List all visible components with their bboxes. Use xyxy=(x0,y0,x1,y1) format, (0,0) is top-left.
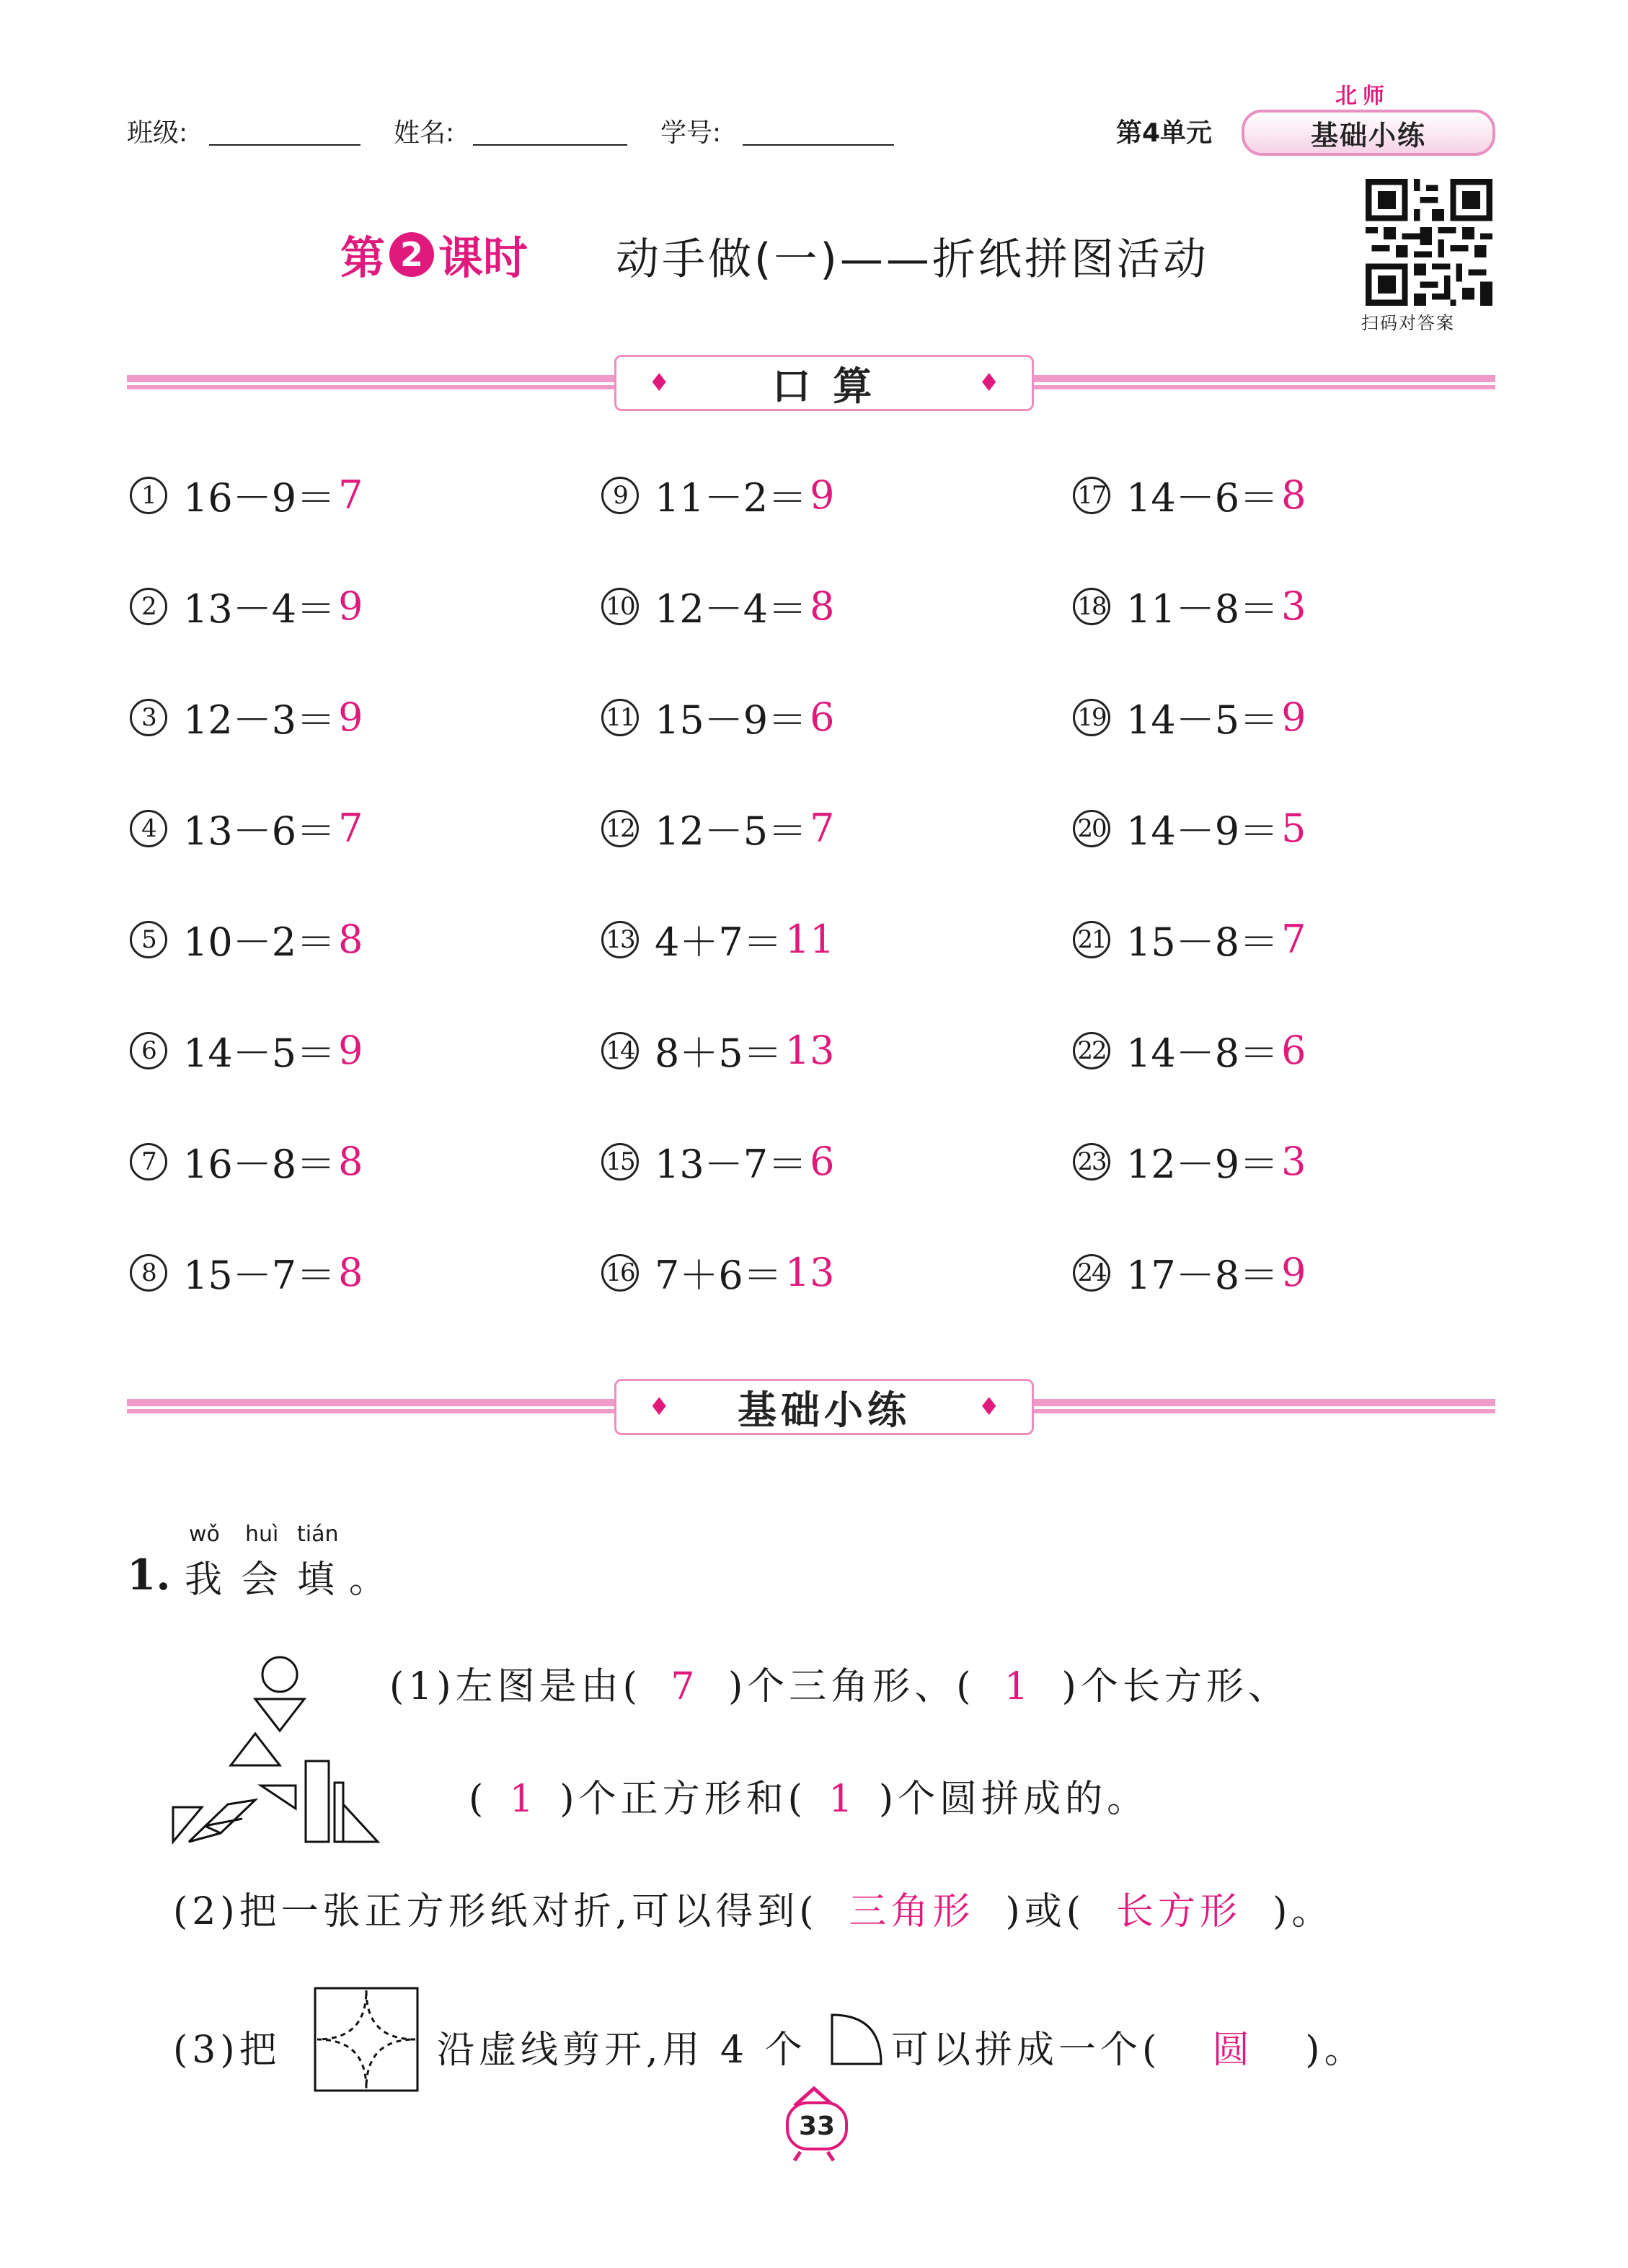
equation-expression: 10－2＝ xyxy=(183,919,336,965)
equation xyxy=(130,689,363,745)
lesson-suffix: 课时 xyxy=(438,231,528,284)
equation-expression: 16－8＝ xyxy=(183,1142,336,1187)
equation-expression: 16－9＝ xyxy=(183,475,336,521)
text: (1)左图是由( xyxy=(389,1665,642,1708)
equation-expression: 8＋5＝ xyxy=(655,1031,782,1076)
equation xyxy=(1073,1245,1306,1300)
equation xyxy=(601,1023,834,1078)
name-label: 姓名: xyxy=(394,118,455,148)
pinyin: tián xyxy=(297,1522,339,1547)
equation-answer: 11 xyxy=(784,917,835,962)
equation-index: 15 xyxy=(601,1143,639,1181)
text: )个正方形和( xyxy=(559,1778,807,1821)
brand-badge xyxy=(1242,110,1495,156)
equation xyxy=(601,1134,834,1189)
question-1-part1 xyxy=(389,1656,1290,1710)
brand-top-text: 北师 xyxy=(1335,84,1390,109)
question-title-char: 填 xyxy=(297,1558,340,1602)
equation-expression: 13－7＝ xyxy=(655,1142,808,1187)
diamond-right-icon: ♦ xyxy=(978,369,1000,397)
equation-index: 17 xyxy=(1073,477,1110,514)
qr-code-icon[interactable] xyxy=(1366,179,1492,306)
equation xyxy=(130,800,363,856)
equation-expression: 14－6＝ xyxy=(1126,475,1279,521)
equation-answer: 7 xyxy=(810,806,835,851)
answer-field[interactable]: 长方形 xyxy=(1116,1890,1242,1933)
equation-answer: 6 xyxy=(1281,1028,1306,1073)
text: )个三角形、( xyxy=(727,1665,976,1708)
section-title-mental: 口 算 xyxy=(771,363,877,409)
equation-answer: 7 xyxy=(1281,917,1306,962)
equation-answer: 7 xyxy=(338,806,363,851)
equation-answer: 9 xyxy=(338,1028,363,1073)
equation-expression: 11－8＝ xyxy=(1126,586,1279,632)
pinyin: huì xyxy=(245,1522,279,1547)
page-number: 33 xyxy=(786,2101,848,2150)
equation-index: 12 xyxy=(601,810,639,847)
equation-index: 22 xyxy=(1073,1032,1110,1069)
text: )个长方形、 xyxy=(1061,1665,1290,1708)
text: 沿虚线剪开,用 4 个 xyxy=(437,2029,807,2072)
equation-expression: 15－9＝ xyxy=(655,697,808,743)
equation-index: 9 xyxy=(601,477,639,514)
equation-expression: 15－8＝ xyxy=(1126,919,1279,965)
lesson-prefix: 第 xyxy=(340,231,386,284)
equation xyxy=(601,578,834,634)
equation-index: 11 xyxy=(601,699,639,736)
equation-answer: 8 xyxy=(338,1139,363,1184)
diamond-left-icon: ♦ xyxy=(648,369,671,397)
question-number: 1. xyxy=(127,1550,171,1599)
equation xyxy=(130,1023,363,1078)
equation xyxy=(601,689,834,745)
question-1-part3-b xyxy=(437,2019,807,2073)
question-1-part3-a: (3)把 xyxy=(173,2029,281,2072)
equation-expression: 14－5＝ xyxy=(183,1031,336,1076)
equation-index: 4 xyxy=(130,810,167,847)
class-blank xyxy=(209,144,360,146)
equation-index: 6 xyxy=(130,1032,167,1069)
equation-index: 24 xyxy=(1073,1254,1110,1292)
equation-index: 21 xyxy=(1073,921,1110,958)
equation-expression: 14－5＝ xyxy=(1126,697,1279,743)
equation-answer: 5 xyxy=(1281,806,1306,851)
brand-text: 基础小练 xyxy=(1310,119,1426,151)
equation-expression: 14－9＝ xyxy=(1126,808,1279,854)
equation-expression: 12－5＝ xyxy=(655,808,808,854)
equation-answer: 9 xyxy=(810,472,835,518)
section-title-basic: 基础小练 xyxy=(738,1387,911,1433)
equation-expression: 13－6＝ xyxy=(183,808,336,854)
equation-answer: 7 xyxy=(338,472,363,518)
lesson-badge xyxy=(340,222,528,286)
equation-index: 3 xyxy=(130,699,167,736)
shape-puzzle-figure xyxy=(167,1656,391,1859)
question-title-end: 。 xyxy=(349,1558,391,1602)
diamond-right-icon: ♦ xyxy=(978,1393,1000,1421)
equation-answer: 3 xyxy=(1281,1139,1306,1184)
question-1-part2 xyxy=(173,1881,1333,1935)
equation-expression: 7＋6＝ xyxy=(655,1253,782,1298)
answer-field[interactable]: 圆 xyxy=(1212,2029,1255,2072)
equation-index: 16 xyxy=(601,1254,639,1292)
equation-answer: 9 xyxy=(1281,694,1306,740)
equation xyxy=(1073,1023,1306,1078)
text: )。 xyxy=(1305,2029,1366,2072)
equation-answer: 8 xyxy=(338,1250,363,1295)
equation-answer: 9 xyxy=(338,583,363,629)
equation-answer: 6 xyxy=(810,694,835,740)
equation-index: 13 xyxy=(601,921,639,958)
equation xyxy=(130,1245,363,1300)
equation-index: 8 xyxy=(130,1254,167,1292)
equation-expression: 15－7＝ xyxy=(183,1253,336,1298)
answer-field[interactable]: 7 xyxy=(671,1665,699,1708)
equation xyxy=(601,800,834,856)
equation xyxy=(130,578,363,634)
equation xyxy=(601,467,834,523)
equation-index: 23 xyxy=(1073,1143,1110,1181)
equation-answer: 9 xyxy=(1281,1250,1306,1295)
student-id-blank xyxy=(743,144,894,146)
equation-answer: 9 xyxy=(338,694,363,740)
equation-answer: 13 xyxy=(784,1250,835,1295)
text: ( xyxy=(469,1778,488,1821)
equation xyxy=(130,1134,363,1189)
equation-expression: 13－4＝ xyxy=(183,586,336,632)
section-header-mental xyxy=(614,355,1034,411)
equation xyxy=(1073,912,1306,967)
question-title-char: 会 xyxy=(241,1558,283,1602)
equation xyxy=(1073,689,1306,745)
text: )或( xyxy=(1005,1890,1086,1933)
equation-answer: 8 xyxy=(1281,472,1306,518)
name-blank xyxy=(473,144,627,146)
equation xyxy=(601,912,834,967)
equation-index: 7 xyxy=(130,1143,167,1181)
answer-field[interactable]: 1 xyxy=(1004,1665,1033,1708)
unit-label: 第4单元 xyxy=(1116,118,1213,148)
answer-field[interactable]: 1 xyxy=(828,1778,857,1821)
lesson-number: 2 xyxy=(389,232,434,277)
equation-expression: 14－8＝ xyxy=(1126,1031,1279,1076)
equation-index: 14 xyxy=(601,1032,639,1069)
answer-field[interactable]: 1 xyxy=(509,1778,538,1821)
equation xyxy=(1073,800,1306,856)
text: )。 xyxy=(1273,1890,1334,1933)
equation xyxy=(1073,467,1306,523)
quarter-circle-icon xyxy=(829,2012,884,2067)
equation-answer: 8 xyxy=(810,583,835,629)
equation-index: 10 xyxy=(601,588,639,625)
equation xyxy=(130,467,363,523)
student-id-label: 学号: xyxy=(660,118,722,148)
equation-expression: 12－3＝ xyxy=(183,697,336,743)
text: (2)把一张正方形纸对折,可以得到( xyxy=(173,1890,818,1933)
equation-index: 2 xyxy=(130,588,167,625)
question-1-part1-line2 xyxy=(469,1768,1149,1822)
equation-index: 5 xyxy=(130,921,167,958)
diamond-left-icon: ♦ xyxy=(648,1393,671,1421)
qr-caption: 扫码对答案 xyxy=(1361,313,1455,333)
equation xyxy=(130,912,363,967)
equation-answer: 13 xyxy=(784,1028,835,1073)
equation-index: 20 xyxy=(1073,810,1110,847)
equation-index: 19 xyxy=(1073,699,1110,736)
equation xyxy=(601,1245,834,1300)
equation-expression: 17－8＝ xyxy=(1126,1253,1279,1298)
equation-answer: 3 xyxy=(1281,583,1306,629)
answer-field[interactable]: 三角形 xyxy=(849,1890,975,1933)
equation xyxy=(1073,578,1306,634)
question-title-char: 我 xyxy=(185,1558,227,1602)
equation-index: 18 xyxy=(1073,588,1110,625)
page-title: 动手做(一)——折纸拼图活动 xyxy=(616,234,1209,285)
question-1-part3-c xyxy=(891,2019,1366,2073)
equation-expression: 12－4＝ xyxy=(655,586,808,632)
equation-answer: 8 xyxy=(338,917,363,962)
equation-answer: 6 xyxy=(810,1139,835,1184)
dashed-square-figure xyxy=(313,1986,420,2093)
equation-expression: 4＋7＝ xyxy=(655,919,782,965)
equation-expression: 12－9＝ xyxy=(1126,1142,1279,1187)
class-label: 班级: xyxy=(127,118,188,148)
text: )个圆拼成的。 xyxy=(878,1778,1149,1821)
equation xyxy=(1073,1134,1306,1189)
text: 可以拼成一个( xyxy=(891,2029,1162,2072)
equation-expression: 11－2＝ xyxy=(655,475,808,521)
equation-index: 1 xyxy=(130,477,167,514)
section-header-basic xyxy=(614,1379,1034,1435)
pinyin: wǒ xyxy=(189,1522,220,1547)
